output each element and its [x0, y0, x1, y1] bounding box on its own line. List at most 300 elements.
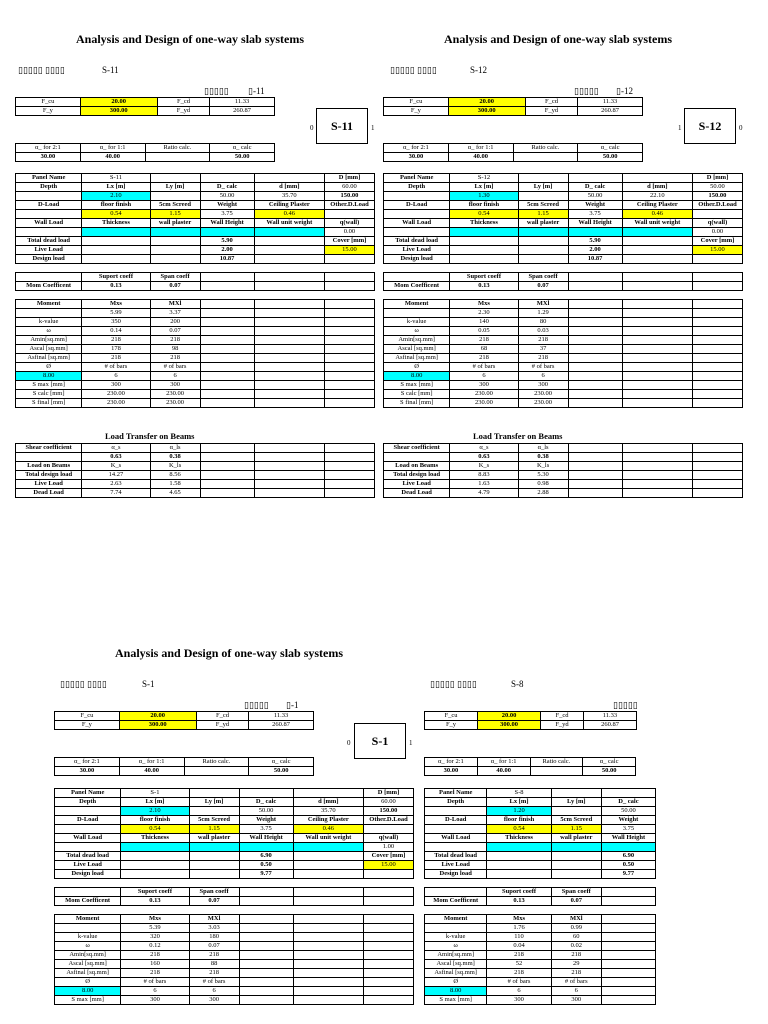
- empty-cell: [200, 345, 254, 354]
- table-cell: F_cd: [157, 98, 210, 107]
- table-cell: 300: [121, 996, 189, 1005]
- table-cell: Ascal [sq.mm]: [16, 345, 82, 354]
- table-cell: 0.07: [150, 282, 200, 291]
- table-cell: 320: [121, 933, 189, 942]
- table-row: [384, 183, 743, 192]
- table-cell: Design load: [16, 255, 82, 264]
- table-row: [384, 471, 743, 480]
- table-cell: 4.79: [450, 489, 518, 498]
- table-cell: Wall unit weight: [254, 219, 324, 228]
- table-cell: 300: [150, 381, 200, 390]
- table-cell: Mom Coefficent: [16, 282, 82, 291]
- table-row: [55, 915, 414, 924]
- empty-cell: [622, 354, 692, 363]
- table-row: [384, 264, 743, 273]
- table-cell: Ratio calc.: [530, 758, 583, 767]
- table-cell: 0.54: [82, 210, 150, 219]
- empty-cell: [622, 453, 692, 462]
- table-cell: S-11: [82, 174, 150, 183]
- table-cell: α_s: [82, 444, 150, 453]
- empty-cell: [450, 255, 518, 264]
- table-cell: S max [mm]: [425, 996, 487, 1005]
- empty-cell: [324, 444, 374, 453]
- table-cell: 0.02: [551, 942, 601, 951]
- empty-cell: [622, 390, 692, 399]
- table-cell: Load on Beams: [16, 462, 82, 471]
- empty-cell: [622, 327, 692, 336]
- empty-cell: [254, 327, 324, 336]
- table-row: [425, 915, 656, 924]
- table-cell: Live Load: [16, 246, 82, 255]
- table-cell: Depth: [16, 183, 82, 192]
- empty-cell: [601, 987, 655, 996]
- empty-cell: [189, 906, 239, 915]
- table-cell: 300.00: [80, 107, 157, 116]
- table-cell: α_ for 2:1: [425, 758, 478, 767]
- table-row: [16, 255, 375, 264]
- table-cell: 300: [551, 996, 601, 1005]
- empty-cell: [189, 879, 239, 888]
- table-cell: 1.15: [189, 825, 239, 834]
- table-cell: S final [mm]: [384, 399, 450, 408]
- table-cell: MXl: [551, 915, 601, 924]
- empty-cell: [324, 255, 374, 264]
- empty-cell: [622, 255, 692, 264]
- table-cell: 260.87: [578, 107, 643, 116]
- empty-cell: [363, 888, 413, 897]
- panel-label-2: ▯▯▯▯▯: [204, 86, 229, 96]
- table-cell: ω: [384, 327, 450, 336]
- table-cell: F_y: [55, 721, 120, 730]
- empty-cell: [254, 174, 324, 183]
- empty-cell: [622, 318, 692, 327]
- table-cell: Design load: [425, 870, 487, 879]
- table-cell: 300.00: [119, 721, 196, 730]
- empty-cell: [551, 879, 601, 888]
- empty-cell: [622, 273, 692, 282]
- table-cell: F_yd: [157, 107, 210, 116]
- table-row: [55, 951, 414, 960]
- table-cell: S-8: [487, 789, 551, 798]
- table-cell: 0.07: [150, 327, 200, 336]
- empty-cell: [601, 942, 655, 951]
- table-row: [55, 789, 414, 798]
- empty-cell: [425, 825, 487, 834]
- table-cell: S calc [mm]: [384, 390, 450, 399]
- empty-cell: [568, 444, 622, 453]
- empty-cell: [200, 372, 254, 381]
- table-cell: 0.14: [82, 327, 150, 336]
- panel-label-2: ▯▯▯▯▯: [574, 86, 599, 96]
- table-cell: 218: [121, 969, 189, 978]
- empty-cell: [692, 381, 742, 390]
- empty-cell: [150, 291, 200, 300]
- empty-cell: [254, 399, 324, 408]
- ratio-table: [54, 757, 314, 776]
- table-cell: Other.D.Load: [324, 201, 374, 210]
- empty-cell: [293, 942, 363, 951]
- table-row: [384, 98, 643, 107]
- table-cell: [150, 192, 200, 201]
- ratio-table: [424, 757, 636, 776]
- table-row: [55, 721, 314, 730]
- empty-cell: [121, 843, 189, 852]
- empty-cell: [82, 291, 150, 300]
- table-cell: Design load: [55, 870, 121, 879]
- table-cell: 3.75: [568, 210, 622, 219]
- empty-cell: [384, 264, 450, 273]
- empty-cell: [150, 228, 200, 237]
- table-row: [55, 816, 414, 825]
- panel-code: S-11: [102, 65, 119, 75]
- table-cell: D_ calc: [568, 183, 622, 192]
- table-row: [425, 721, 637, 730]
- empty-cell: [551, 852, 601, 861]
- table-cell: Ø: [425, 978, 487, 987]
- table-cell: 40.00: [477, 767, 530, 776]
- table-row: [55, 843, 414, 852]
- table-cell: α_ls: [518, 444, 568, 453]
- table-row: [384, 354, 743, 363]
- empty-cell: [293, 789, 363, 798]
- empty-cell: [324, 390, 374, 399]
- table-cell: Asfinal [sq.mm]: [425, 969, 487, 978]
- table-cell: Lx [m]: [450, 183, 518, 192]
- empty-cell: [254, 345, 324, 354]
- table-cell: 230.00: [450, 399, 518, 408]
- empty-cell: [568, 480, 622, 489]
- table-cell: 50.00: [568, 192, 622, 201]
- empty-cell: [254, 381, 324, 390]
- empty-cell: [239, 969, 293, 978]
- table-cell: Thickness: [82, 219, 150, 228]
- empty-cell: [363, 870, 413, 879]
- empty-cell: [568, 300, 622, 309]
- empty-cell: [121, 906, 189, 915]
- table-cell: 1.58: [150, 480, 200, 489]
- empty-cell: [293, 969, 363, 978]
- empty-cell: [16, 291, 82, 300]
- table-cell: 0.54: [487, 825, 551, 834]
- empty-cell: [200, 390, 254, 399]
- empty-cell: [200, 300, 254, 309]
- empty-cell: [254, 237, 324, 246]
- panel-code: S-12: [470, 65, 488, 75]
- empty-cell: [200, 444, 254, 453]
- empty-cell: [254, 282, 324, 291]
- empty-cell: [150, 264, 200, 273]
- table-cell: α_ calc: [583, 758, 636, 767]
- empty-cell: [692, 282, 742, 291]
- table-cell: Shear coefficient: [16, 444, 82, 453]
- table-cell: 8.83: [450, 471, 518, 480]
- table-cell: D-Load: [16, 201, 82, 210]
- table-row: [425, 987, 656, 996]
- table-cell: Other.D.Load: [692, 201, 742, 210]
- empty-cell: [16, 264, 82, 273]
- table-cell: Mxs: [82, 300, 150, 309]
- table-row: [55, 960, 414, 969]
- table-cell: 0.13: [82, 282, 150, 291]
- empty-cell: [487, 852, 551, 861]
- empty-cell: [200, 354, 254, 363]
- table-cell: Live Load: [55, 861, 121, 870]
- table-cell: 35.70: [293, 807, 363, 816]
- empty-cell: [55, 807, 121, 816]
- table-cell: Ø: [55, 978, 121, 987]
- table-row: [55, 978, 414, 987]
- table-cell: wall plaster: [518, 219, 568, 228]
- table-cell: Moment: [16, 300, 82, 309]
- table-cell: D_ calc: [200, 183, 254, 192]
- table-cell: 50.00: [578, 153, 643, 162]
- table-cell: 300: [518, 381, 568, 390]
- table-cell: 0.07: [189, 897, 239, 906]
- table-row: [425, 852, 656, 861]
- table-row: [384, 282, 743, 291]
- empty-cell: [518, 174, 568, 183]
- table-cell: 5.99: [82, 309, 150, 318]
- table-cell: # of bars: [121, 978, 189, 987]
- table-row: [55, 825, 414, 834]
- table-cell: 5.90: [200, 237, 254, 246]
- empty-cell: [425, 906, 487, 915]
- table-cell: Panel Name: [425, 789, 487, 798]
- table-cell: Mxs: [450, 300, 518, 309]
- table-cell: 80: [518, 318, 568, 327]
- table-cell: 20.00: [119, 712, 196, 721]
- table-cell: 50.00: [692, 183, 742, 192]
- table-cell: Wall Height: [239, 834, 293, 843]
- table-cell: 218: [82, 354, 150, 363]
- table-cell: [622, 228, 692, 237]
- empty-cell: [622, 300, 692, 309]
- empty-cell: [568, 489, 622, 498]
- table-cell: Lx [m]: [82, 183, 150, 192]
- table-cell: D [mm]: [363, 789, 413, 798]
- table-cell: Span coeff: [518, 273, 568, 282]
- table-cell: 0.00: [324, 228, 374, 237]
- table-row: [55, 987, 414, 996]
- table-cell: Asfinal [sq.mm]: [55, 969, 121, 978]
- table-cell: S max [mm]: [55, 996, 121, 1005]
- table-cell: 2.63: [82, 480, 150, 489]
- empty-cell: [293, 897, 363, 906]
- table-cell: Wall Height: [601, 834, 655, 843]
- empty-cell: [551, 870, 601, 879]
- empty-cell: [200, 327, 254, 336]
- table-cell: d [mm]: [293, 798, 363, 807]
- empty-cell: [487, 870, 551, 879]
- table-row: [16, 107, 275, 116]
- empty-cell: [254, 372, 324, 381]
- table-cell: 1.15: [518, 210, 568, 219]
- empty-cell: [189, 843, 239, 852]
- table-cell: Depth: [384, 183, 450, 192]
- table-cell: 50.00: [239, 807, 293, 816]
- table-cell: Ly [m]: [551, 798, 601, 807]
- table-cell: D-Load: [425, 816, 487, 825]
- empty-cell: [568, 363, 622, 372]
- empty-cell: [324, 291, 374, 300]
- empty-cell: [518, 228, 568, 237]
- empty-cell: [601, 960, 655, 969]
- table-cell: ω: [16, 327, 82, 336]
- empty-cell: [200, 309, 254, 318]
- table-row: [55, 798, 414, 807]
- table-cell: 0.04: [487, 942, 551, 951]
- table-cell: Weight: [200, 201, 254, 210]
- table-cell: D-Load: [55, 816, 121, 825]
- empty-cell: [16, 192, 82, 201]
- table-row: [425, 767, 636, 776]
- table-cell: D [mm]: [324, 174, 374, 183]
- table-row: [425, 996, 656, 1005]
- table-cell: ω: [425, 942, 487, 951]
- table-row: [425, 843, 656, 852]
- empty-cell: [568, 174, 622, 183]
- empty-cell: [622, 372, 692, 381]
- table-cell: 37: [518, 345, 568, 354]
- table-row: [16, 291, 375, 300]
- empty-cell: [239, 843, 293, 852]
- empty-cell: [16, 309, 82, 318]
- table-cell: F_y: [384, 107, 449, 116]
- empty-cell: [293, 888, 363, 897]
- empty-cell: [487, 861, 551, 870]
- empty-cell: [324, 372, 374, 381]
- empty-cell: [568, 354, 622, 363]
- empty-cell: [200, 399, 254, 408]
- empty-cell: [254, 273, 324, 282]
- empty-cell: [189, 852, 239, 861]
- table-cell: MXl: [189, 915, 239, 924]
- table-cell: 218: [121, 951, 189, 960]
- empty-cell: [150, 174, 200, 183]
- table-cell: Dead Load: [384, 489, 450, 498]
- table-cell: Total dead load: [16, 237, 82, 246]
- empty-cell: [568, 291, 622, 300]
- empty-cell: [384, 192, 450, 201]
- empty-cell: [551, 861, 601, 870]
- table-cell: Moment: [384, 300, 450, 309]
- table-cell: 300.00: [448, 107, 525, 116]
- empty-cell: [363, 915, 413, 924]
- table-cell: [189, 807, 239, 816]
- table-cell: Live Load: [16, 480, 82, 489]
- empty-cell: [568, 471, 622, 480]
- empty-cell: [622, 174, 692, 183]
- table-cell: 20.00: [80, 98, 157, 107]
- table-cell: Span coeff: [189, 888, 239, 897]
- table-cell: Dead Load: [16, 489, 82, 498]
- table-cell: Wall Load: [425, 834, 487, 843]
- empty-cell: [254, 264, 324, 273]
- materials-table: [424, 711, 637, 730]
- table-cell: Mom Coefficent: [384, 282, 450, 291]
- materials-table: [383, 97, 643, 116]
- empty-cell: [200, 291, 254, 300]
- empty-cell: [568, 228, 622, 237]
- table-cell: wall plaster: [189, 834, 239, 843]
- table-cell: Span coeff: [150, 273, 200, 282]
- table-cell: 20.00: [448, 98, 525, 107]
- table-cell: 0.00: [692, 228, 742, 237]
- table-cell: 150.00: [363, 807, 413, 816]
- empty-cell: [55, 906, 121, 915]
- table-cell: D_ calc: [601, 798, 655, 807]
- table-cell: 6: [121, 987, 189, 996]
- table-cell: 0.05: [450, 327, 518, 336]
- empty-cell: [16, 228, 82, 237]
- table-cell: Lx [m]: [487, 798, 551, 807]
- panel-box: S-12: [684, 108, 736, 144]
- table-cell: 35.70: [254, 192, 324, 201]
- table-cell: 14.27: [82, 471, 150, 480]
- table-cell: 160: [121, 960, 189, 969]
- empty-cell: [622, 462, 692, 471]
- table-row: [55, 712, 314, 721]
- table-row: [55, 897, 414, 906]
- transfer-title: Load Transfer on Beams: [473, 431, 563, 441]
- empty-cell: [293, 987, 363, 996]
- table-cell: Thickness: [487, 834, 551, 843]
- table-row: [384, 462, 743, 471]
- empty-cell: [324, 354, 374, 363]
- sheet-title: Analysis and Design of one-way slab systems: [76, 32, 305, 46]
- table-cell: S max [mm]: [16, 381, 82, 390]
- table-cell: Amin[sq.mm]: [425, 951, 487, 960]
- table-cell: S max [mm]: [384, 381, 450, 390]
- empty-cell: [254, 480, 324, 489]
- empty-cell: [692, 489, 742, 498]
- table-cell: Mom Coefficent: [425, 897, 487, 906]
- table-cell: 0.63: [82, 453, 150, 462]
- empty-cell: [324, 399, 374, 408]
- table-row: [384, 228, 743, 237]
- table-cell: α_ for 1:1: [448, 144, 513, 153]
- empty-cell: [293, 960, 363, 969]
- table-row: [16, 98, 275, 107]
- sheet-title: Analysis and Design of one-way slab systems: [115, 646, 344, 660]
- empty-cell: [200, 462, 254, 471]
- table-row: [425, 861, 656, 870]
- empty-cell: [239, 906, 293, 915]
- table-cell: 0.38: [518, 453, 568, 462]
- table-cell: 2.88: [518, 489, 568, 498]
- side-left: 0: [347, 739, 351, 747]
- table-cell: S final [mm]: [16, 399, 82, 408]
- empty-cell: [568, 462, 622, 471]
- table-row: [55, 906, 414, 915]
- table-cell: Panel Name: [384, 174, 450, 183]
- table-row: [384, 192, 743, 201]
- table-cell: α_ calc: [210, 144, 275, 153]
- table-cell: 218: [150, 336, 200, 345]
- empty-cell: [568, 381, 622, 390]
- empty-cell: [568, 453, 622, 462]
- empty-cell: [568, 264, 622, 273]
- table-cell: 218: [450, 336, 518, 345]
- empty-cell: [601, 915, 655, 924]
- empty-cell: [200, 273, 254, 282]
- table-cell: Suport coeff: [487, 888, 551, 897]
- empty-cell: [239, 789, 293, 798]
- table-cell: α_ for 1:1: [119, 758, 184, 767]
- table-cell: floor finish: [450, 201, 518, 210]
- empty-cell: [692, 291, 742, 300]
- table-cell: floor finish: [487, 816, 551, 825]
